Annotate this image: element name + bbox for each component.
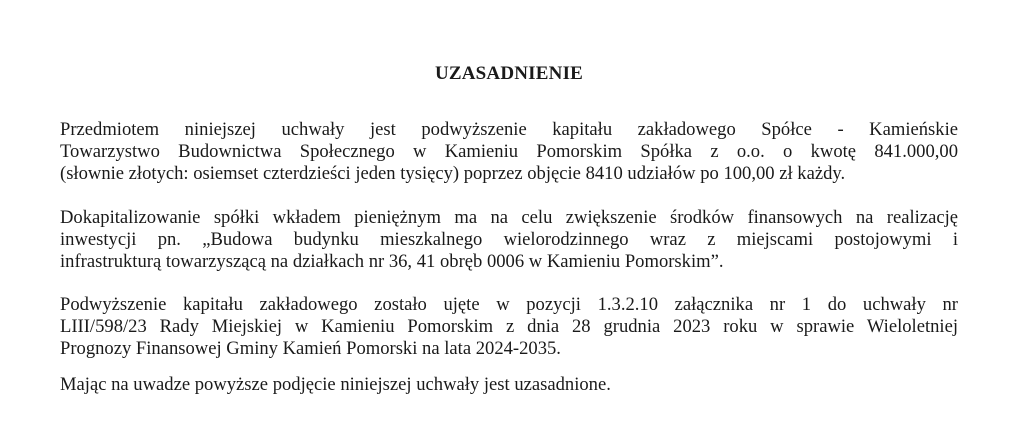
paragraph-capital-increase (60, 119, 958, 185)
paragraph-line: Mając na uwadze powyższe podjęcie niniejszej uchwały jest uzasadnione. (60, 374, 611, 395)
paragraph-line: inwestycji pn. „Budowa budynku mieszkalnego wielorodzinnego wraz z miejscami postojowymi i (60, 229, 958, 250)
paragraph-line: (słownie złotych: osiemset czterdzieści jeden tysięcy) poprzez objęcie 8410 udziałów po 100,00 zł każdy. (60, 163, 846, 184)
paragraph-line: infrastrukturą towarzyszącą na działkach nr 36, 41 obręb 0006 w Kamieniu Pomorskim”. (60, 251, 724, 272)
paragraph-line: LIII/598/23 Rady Miejskiej w Kamieniu Pomorskim z dnia 28 grudnia 2023 roku w sprawie Wieloletniej (60, 316, 958, 337)
paragraph-financial-forecast (60, 294, 958, 360)
paragraph-line: Prognozy Finansowej Gminy Kamień Pomorski na lata 2024-2035. (60, 338, 561, 359)
paragraph-recapitalization-purpose (60, 207, 958, 273)
paragraph-line: Dokapitalizowanie spółki wkładem pieniężnym ma na celu zwiększenie środków finansowych na realizację (60, 207, 958, 228)
paragraph-line: Podwyższenie kapitału zakładowego zostało ujęte w pozycji 1.3.2.10 załącznika nr 1 do uchwały nr (60, 294, 958, 315)
paragraph-conclusion (60, 374, 958, 396)
paragraph-line: Towarzystwo Budownictwa Społecznego w Kamieniu Pomorskim Spółka z o.o. o kwotę 841.000,00 (60, 141, 958, 162)
paragraph-line: Przedmiotem niniejszej uchwały jest podwyższenie kapitału zakładowego Spółce - Kamieńskie (60, 119, 958, 140)
document-title: UZASADNIENIE (434, 63, 584, 84)
